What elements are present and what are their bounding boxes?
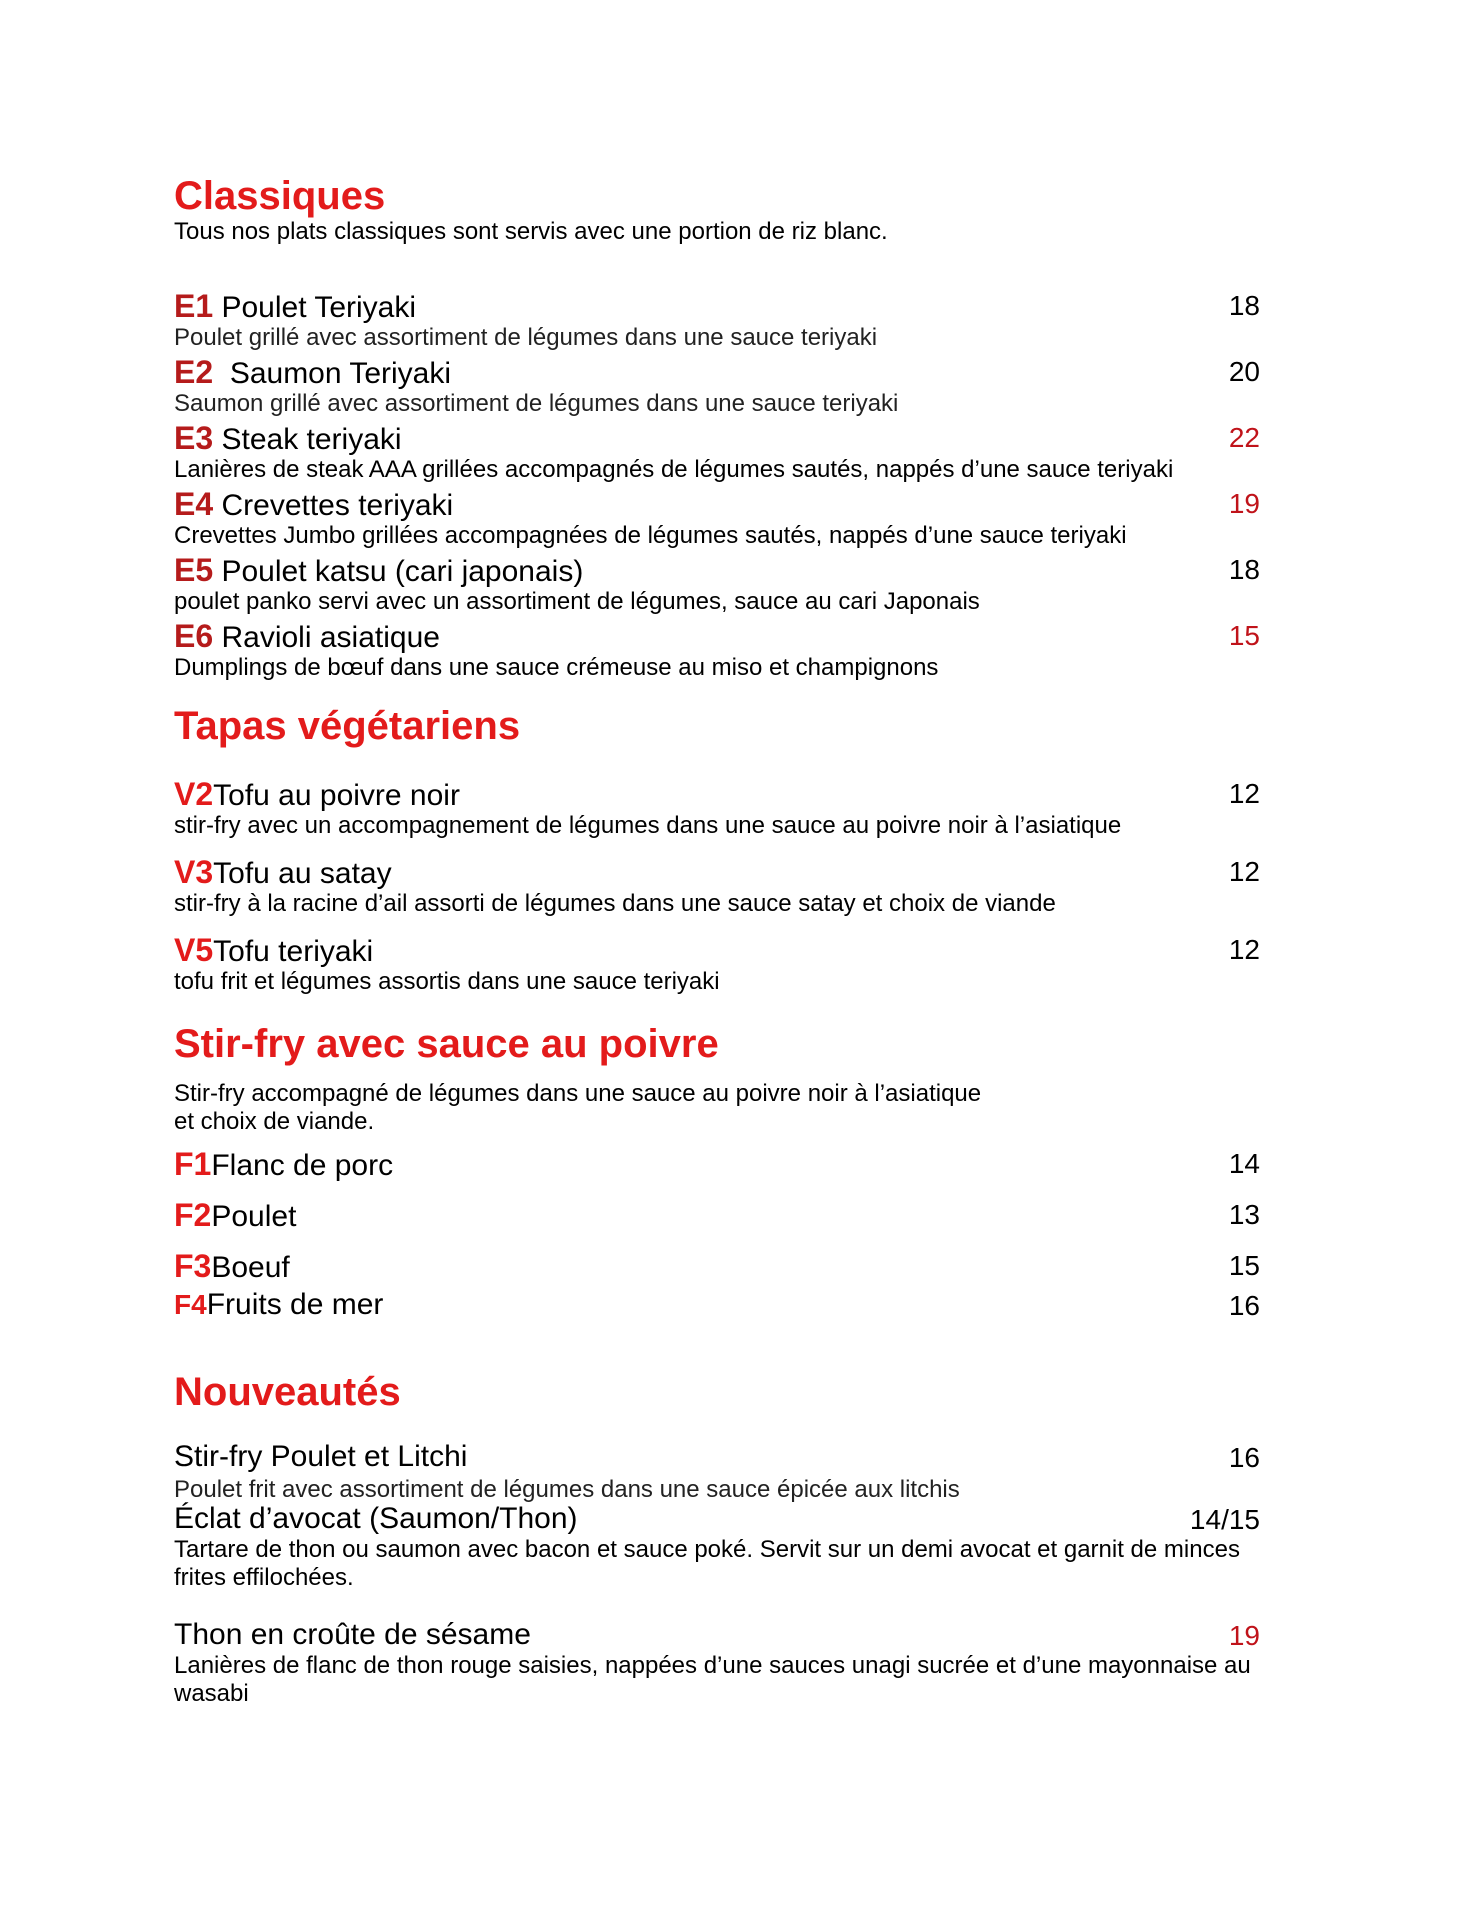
item-name: Steak teriyaki bbox=[221, 423, 402, 456]
item-price: 14/15 bbox=[1189, 1504, 1260, 1535]
item-description: Dumplings de bœuf dans une sauce crémeuse au miso et champignons bbox=[174, 654, 939, 681]
section-intro-line: et choix de viande. bbox=[174, 1108, 375, 1135]
item-code: V3 bbox=[174, 854, 214, 890]
item-code: V5 bbox=[174, 932, 214, 968]
item-description: Poulet grillé avec assortiment de légumes dans une sauce teriyaki bbox=[174, 324, 878, 351]
item-description: stir-fry avec un accompagnement de légumes dans une sauce au poivre noir à l’asiatique bbox=[174, 812, 1122, 839]
item-name: Flanc de porc bbox=[211, 1149, 394, 1182]
section-heading-nouveautes: Nouveautés bbox=[174, 1370, 401, 1414]
item-code: F2 bbox=[174, 1197, 212, 1233]
item-description: tofu frit et légumes assortis dans une sauce teriyaki bbox=[174, 968, 720, 995]
menu-item-title bbox=[174, 420, 402, 457]
item-description: Crevettes Jumbo grillées accompagnées de légumes sautés, nappés d’une sauce teriyaki bbox=[174, 522, 1127, 549]
item-price: 18 bbox=[1228, 290, 1260, 321]
item-description: stir-fry à la racine d’ail assorti de légumes dans une sauce satay et choix de viande bbox=[174, 890, 1056, 917]
item-price: 20 bbox=[1228, 356, 1260, 387]
item-name: Crevettes teriyaki bbox=[221, 489, 454, 522]
item-description: poulet panko servi avec un assortiment de légumes, sauce au cari Japonais bbox=[174, 588, 980, 615]
item-name: Stir-fry Poulet et Litchi bbox=[174, 1440, 468, 1473]
section-heading-stirfry: Stir-fry avec sauce au poivre bbox=[174, 1022, 719, 1066]
item-price: 16 bbox=[1228, 1290, 1260, 1321]
item-description: Tartare de thon ou saumon avec bacon et sauce poké. Servit sur un demi avocat et garnit de minces frites effilochées. bbox=[174, 1536, 1240, 1591]
menu-item-title bbox=[174, 1502, 578, 1536]
menu-item-title bbox=[174, 618, 440, 655]
item-price: 14 bbox=[1228, 1148, 1260, 1179]
item-code: E4 bbox=[174, 486, 214, 522]
menu-item-title bbox=[174, 486, 453, 523]
item-code: V2 bbox=[174, 776, 214, 812]
item-code: E3 bbox=[174, 420, 214, 456]
item-price: 15 bbox=[1228, 1250, 1260, 1281]
item-price: 15 bbox=[1228, 620, 1260, 651]
item-price: 18 bbox=[1228, 554, 1260, 585]
item-name: Fruits de mer bbox=[206, 1288, 384, 1321]
item-price: 16 bbox=[1228, 1442, 1260, 1473]
section-heading-classiques: Classiques bbox=[174, 174, 386, 218]
item-price: 12 bbox=[1228, 778, 1260, 809]
item-name: Poulet bbox=[211, 1200, 297, 1233]
item-code: E6 bbox=[174, 618, 214, 654]
menu-item-title bbox=[174, 1618, 531, 1652]
menu-item-title bbox=[174, 932, 373, 969]
menu-item-title bbox=[174, 552, 583, 589]
item-price: 19 bbox=[1228, 1620, 1260, 1651]
item-code: E1 bbox=[174, 288, 214, 324]
item-code: E5 bbox=[174, 552, 214, 588]
item-description: Poulet frit avec assortiment de légumes dans une sauce épicée aux litchis bbox=[174, 1476, 960, 1503]
item-description: Saumon grillé avec assortiment de légumes dans une sauce teriyaki bbox=[174, 390, 899, 417]
item-price: 12 bbox=[1228, 934, 1260, 965]
item-name: Éclat d’avocat (Saumon/Thon) bbox=[174, 1502, 578, 1535]
menu-item-title bbox=[174, 776, 460, 813]
menu-item-title bbox=[174, 854, 392, 891]
item-name: Poulet Teriyaki bbox=[221, 291, 417, 324]
item-code: F1 bbox=[174, 1146, 212, 1182]
item-name: Ravioli asiatique bbox=[221, 621, 440, 654]
section-intro-classiques: Tous nos plats classiques sont servis avec une portion de riz blanc. bbox=[174, 218, 888, 245]
menu-item-title bbox=[174, 1248, 290, 1285]
section-intro-line: Stir-fry accompagné de légumes dans une sauce au poivre noir à l’asiatique bbox=[174, 1080, 982, 1107]
item-name: Tofu teriyaki bbox=[213, 935, 374, 968]
section-heading-vegetariens: Tapas végétariens bbox=[174, 704, 521, 748]
menu-item-title bbox=[174, 1440, 467, 1474]
menu-item-title bbox=[174, 1146, 393, 1183]
item-price: 19 bbox=[1228, 488, 1260, 519]
item-description: Lanières de flanc de thon rouge saisies, nappées d’une sauces unagi sucrée et d’une mayonnaise au wasabi bbox=[174, 1652, 1251, 1707]
item-name: Boeuf bbox=[211, 1251, 290, 1284]
item-price: 22 bbox=[1228, 422, 1260, 453]
item-name: Saumon Teriyaki bbox=[229, 357, 452, 390]
item-price: 13 bbox=[1228, 1199, 1260, 1230]
menu-item-title bbox=[174, 288, 416, 325]
item-code: F4 bbox=[174, 1289, 207, 1320]
item-code: F3 bbox=[174, 1248, 212, 1284]
menu-item-title bbox=[174, 1288, 383, 1322]
item-name: Poulet katsu (cari japonais) bbox=[221, 555, 584, 588]
item-name: Tofu au satay bbox=[213, 857, 392, 890]
item-price: 12 bbox=[1228, 856, 1260, 887]
item-description: Lanières de steak AAA grillées accompagnés de légumes sautés, nappés d’une sauce teriyaki bbox=[174, 456, 1174, 483]
menu-item-title bbox=[174, 1197, 296, 1234]
item-code: E2 bbox=[174, 354, 214, 390]
item-name: Tofu au poivre noir bbox=[213, 779, 460, 812]
item-name: Thon en croûte de sésame bbox=[174, 1618, 531, 1651]
menu-item-title bbox=[174, 354, 451, 391]
